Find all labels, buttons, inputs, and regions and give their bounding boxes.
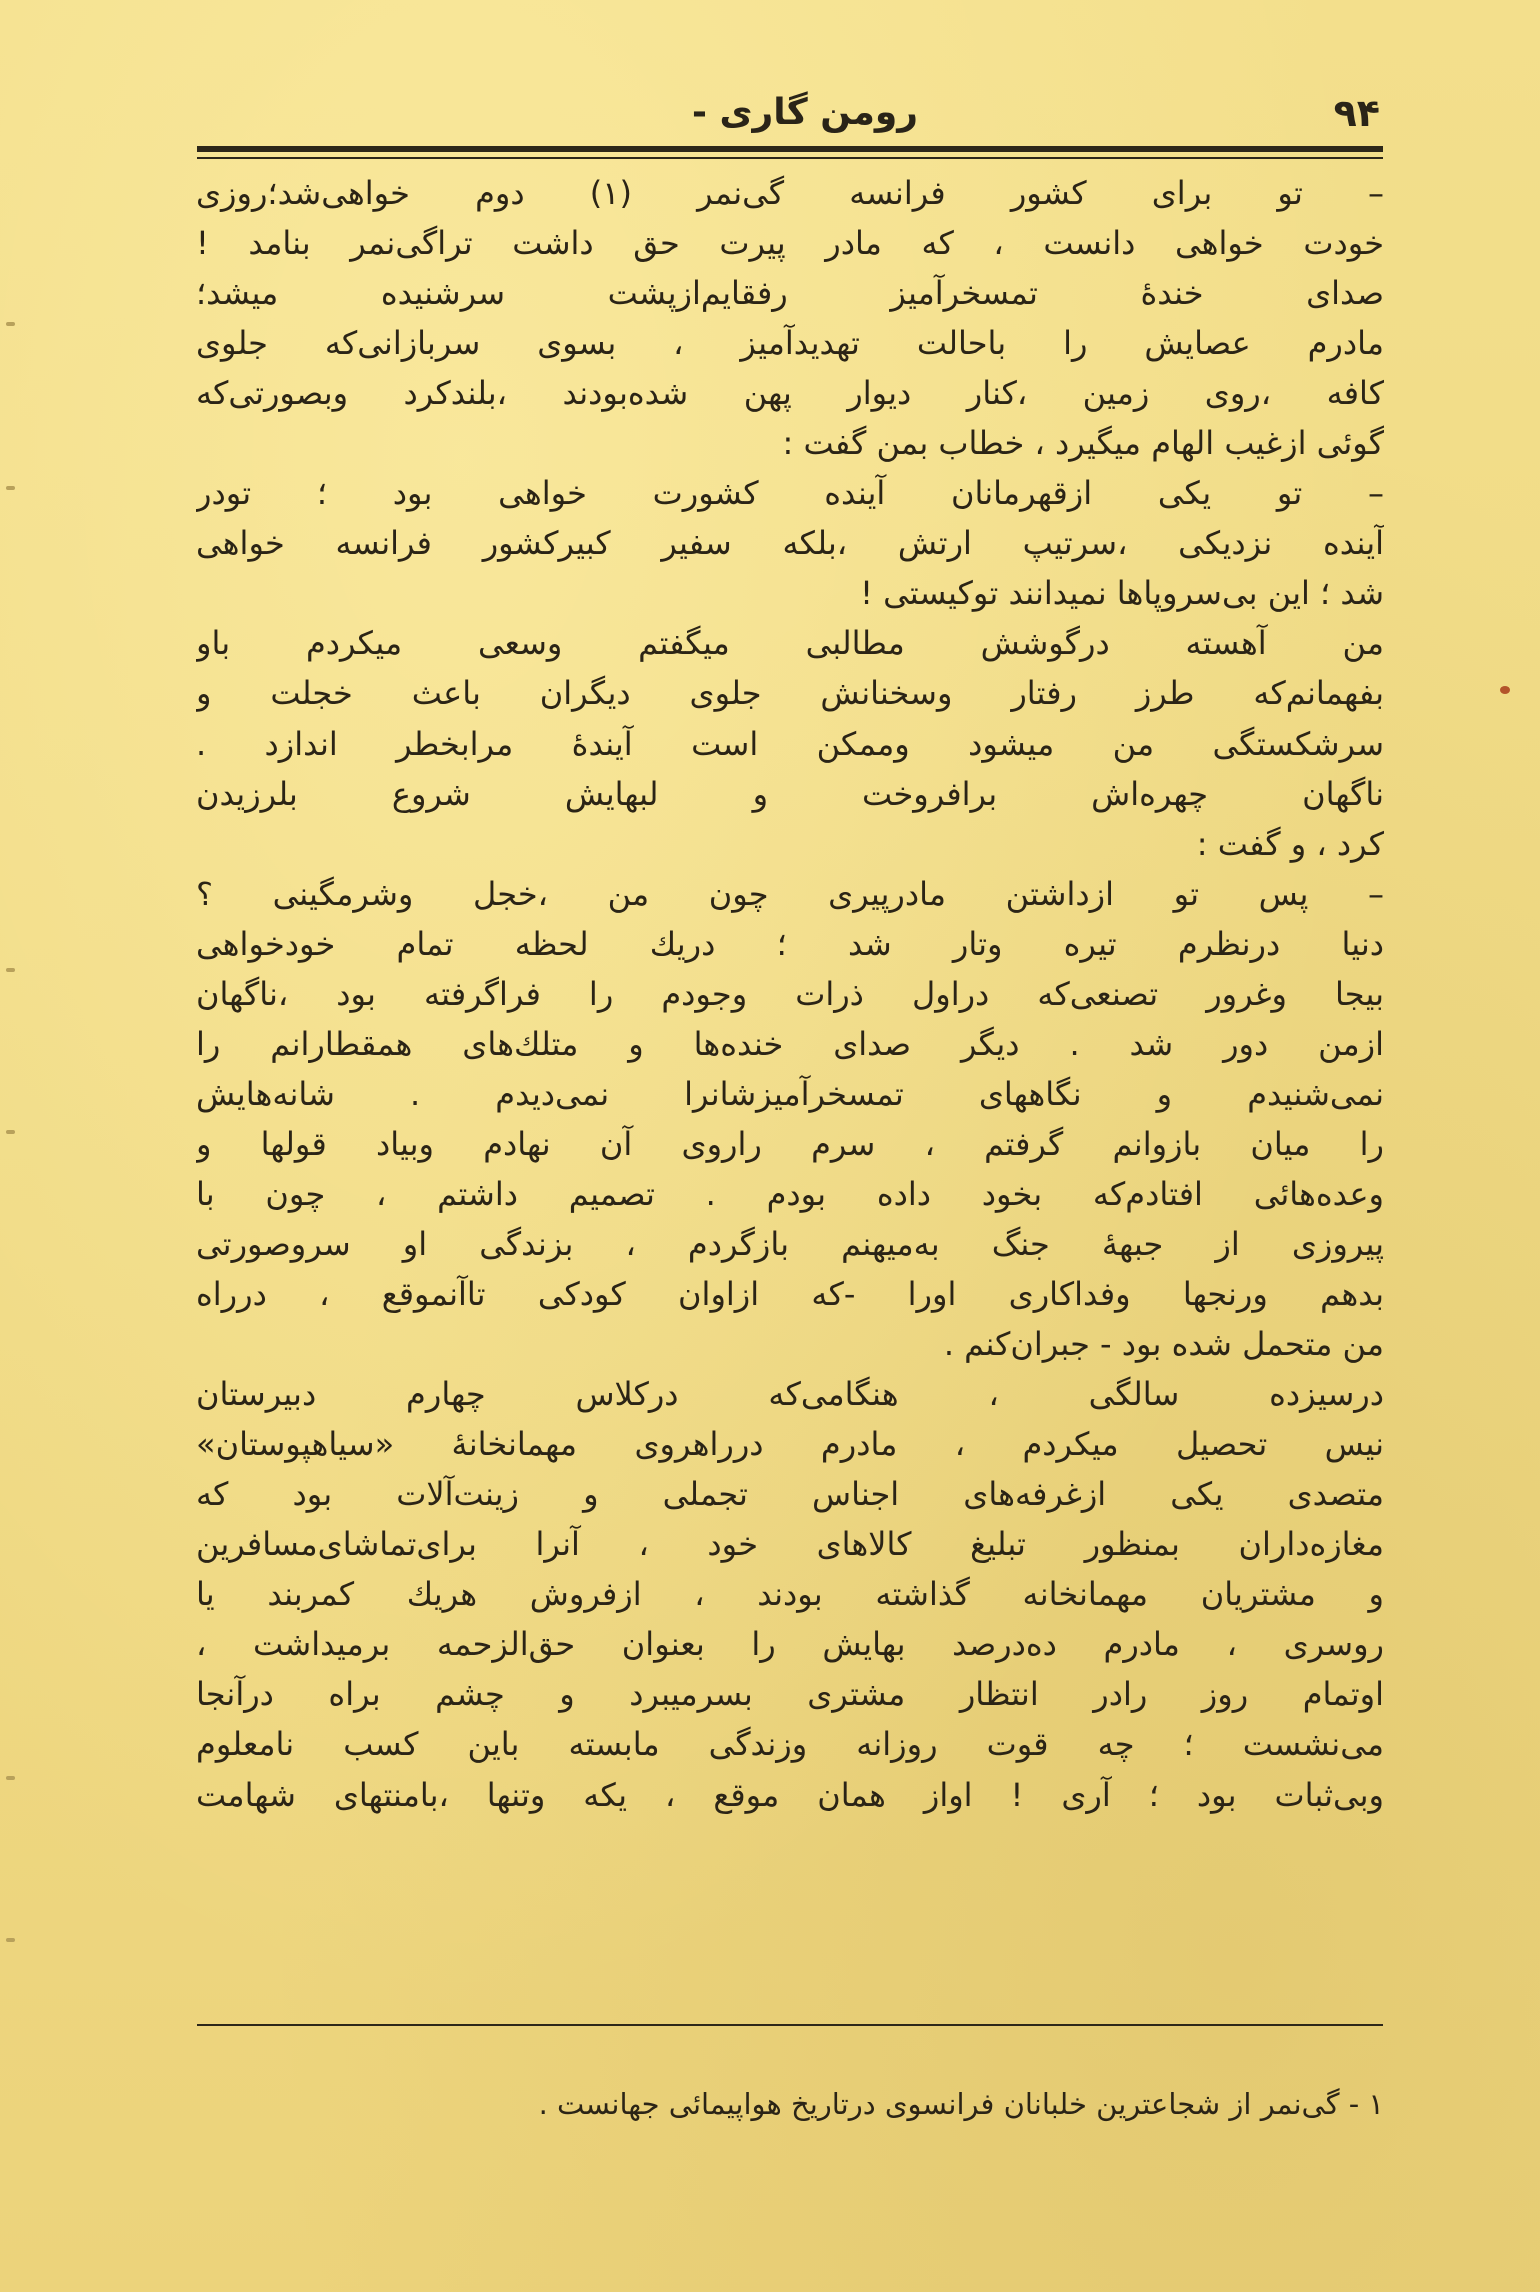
text-line: روسری ، مادرم ده‌درصد بهایش را بعنوان حق‌الزحمه برمیداشت ، — [196, 1625, 1384, 1664]
punch-mark — [6, 486, 15, 490]
text-line: را میان بازوانم گرفتم ، سرم راروی آن نهادم وبیاد قولها و — [196, 1124, 1384, 1163]
text-line: مغازه‌داران بمنظور تبلیغ کالاهای خود ، آنرا برای‌تماشای‌مسافرین — [196, 1525, 1384, 1564]
text-line: گوئی ازغیب الهام میگیرد ، خطاب بمن گفت : — [782, 424, 1384, 463]
punch-mark — [6, 1130, 15, 1134]
header-rule-thick — [197, 146, 1383, 152]
text-line: ناگهان چهره‌اش برافروخت و لبهایش شروع بلرزیدن — [196, 774, 1384, 813]
text-line: اوتمام روز رادر انتظار مشتری بسرمیبرد و چشم براه درآنجا — [196, 1675, 1384, 1714]
text-line: دنیا درنظرم تیره وتار شد ؛ دریك لحظه تمام خودخواهی — [196, 924, 1384, 963]
text-line: بفهمانم‌که طرز رفتار وسخنانش جلوی دیگران باعث خجلت و — [196, 674, 1384, 713]
text-line: من متحمل شده بود - جبران‌کنم . — [943, 1325, 1384, 1364]
text-line: صدای خندهٔ تمسخرآمیز رفقایم‌ازپشت سرشنیده میشد؛ — [196, 274, 1384, 313]
text-line: نیس تحصیل میکردم ، مادرم درراهروی مهمانخانهٔ «سیاهپوستان» — [196, 1425, 1384, 1464]
punch-mark — [6, 1938, 15, 1942]
text-line: نمی‌شنیدم و نگاههای تمسخرآمیزشانرا نمی‌دیدم . شانه‌هایش — [196, 1074, 1384, 1113]
text-line: – تو برای کشور فرانسه گی‌نمر (۱) دوم خواهی‌شد؛روزی — [196, 174, 1384, 212]
punch-mark — [6, 322, 15, 326]
text-line: مادرم عصایش را باحالت تهدیدآمیز ، بسوی سربازانی‌که جلوی — [196, 324, 1384, 363]
text-line: می‌نشست ؛ چه قوت روزانه وزندگی مابسته باین کسب نامعلوم — [196, 1725, 1384, 1764]
text-line: بدهم ورنجها وفداکاری اورا -که ازاوان کودکی تاآنموقع ، درراه — [196, 1275, 1384, 1314]
text-line: سرشکستگی من میشود وممکن است آیندهٔ مرابخطر اندازد . — [196, 724, 1384, 763]
text-line: آینده نزدیکی ،سرتیپ ارتش ،بلکه سفیر کبیرکشور فرانسه خواهی — [196, 524, 1384, 563]
footnote-rule — [197, 2024, 1383, 2026]
text-line: بیجا وغرور تصنعی‌که دراول ذرات وجودم را فراگرفته بود ،ناگهان — [196, 974, 1384, 1013]
text-line: خودت خواهی دانست ، که مادر پیرت حق داشت تراگی‌نمر بنامد ! — [196, 224, 1384, 263]
text-line: و مشتریان مهمانخانه گذاشته بودند ، ازفروش هریك کمربند یا — [196, 1575, 1384, 1614]
page-number: ۹۴ — [1333, 91, 1380, 135]
text-line: – تو یکی ازقهرمانان آینده کشورت خواهی بود ؛ تودر — [196, 474, 1384, 513]
text-line: وبی‌ثبات بود ؛ آری ! اواز همان موقع ، یکه وتنها ،بامنتهای شهامت — [196, 1775, 1384, 1814]
punch-mark — [6, 1776, 15, 1780]
body-text — [196, 168, 1384, 1970]
header-rule-thin — [197, 157, 1383, 159]
text-line: پیروزی از جبههٔ جنگ به‌میهنم بازگردم ، بزندگی او سروصورتی — [196, 1224, 1384, 1263]
running-title: رومن گاری - — [692, 92, 918, 133]
text-line: کرد ، و گفت : — [1196, 824, 1384, 863]
text-line: من آهسته درگوشش مطالبی میگفتم وسعی میکردم باو — [196, 624, 1384, 663]
footnote: ۱ - گی‌نمر از شجاعترین خلبانان فرانسوی درتاریخ هواپیمائی جهانست . — [538, 2087, 1384, 2121]
ink-stain — [1500, 686, 1510, 694]
text-line: شد ؛ این بی‌سروپاها نمیدانند توکیستی ! — [860, 574, 1384, 613]
text-line: کافه ،روی زمین ،کنار دیوار پهن شده‌بودند ،بلندکرد وبصورتی‌که — [196, 374, 1384, 413]
text-line: متصدی یکی ازغرفه‌های اجناس تجملی و زینت‌آلات بود که — [196, 1475, 1384, 1514]
text-line: – پس تو ازداشتن مادرپیری چون من ،خجل وشرمگینی ؟ — [196, 874, 1384, 913]
text-line: درسیزده سالگی ، هنگامی‌که درکلاس چهارم دبیرستان — [196, 1375, 1384, 1414]
text-line: ازمن دور شد . دیگر صدای خنده‌ها و متلك‌های همقطارانم را — [196, 1024, 1384, 1063]
text-line: وعده‌هائی افتادم‌که بخود داده بودم . تصمیم داشتم ، چون با — [196, 1174, 1384, 1213]
punch-mark — [6, 968, 15, 972]
